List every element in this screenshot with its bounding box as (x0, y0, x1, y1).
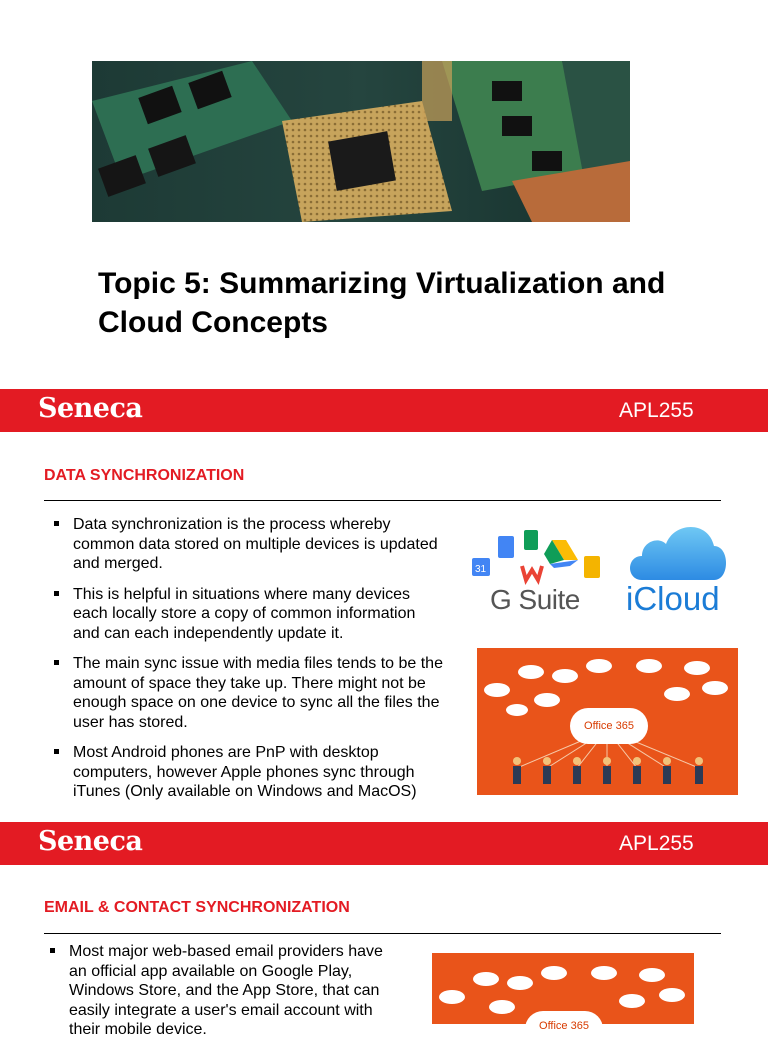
gsuite-label: G Suite (490, 584, 580, 615)
office365-diagram (477, 648, 738, 795)
seneca-logo: Seneca (38, 826, 143, 857)
header-bar (0, 389, 768, 432)
course-code: APL255 (619, 832, 694, 855)
bullet-icon (50, 948, 55, 953)
list-item: Most Android phones are PnP with desktop computers, however Apple phones sync through iTunes (Only available on Windows and MacOS) (52, 743, 444, 802)
course-code: APL255 (619, 399, 694, 422)
list-item: The main sync issue with media files tends to be the amount of space they take up. There might not be enough space on one device to sync all the files the user has stored. (52, 654, 444, 732)
bullet-icon (54, 749, 59, 754)
svg-text:31: 31 (475, 564, 487, 575)
icloud-logo (622, 514, 732, 618)
cloud-icon (622, 514, 732, 584)
header-bar (0, 822, 768, 865)
list-item: This is helpful in situations where many devices each locally store a copy of common information and can each independently update it. (52, 585, 444, 644)
bullet-icon (54, 591, 59, 596)
icloud-label: iCloud (626, 580, 720, 617)
office365-label: Office 365 (570, 708, 648, 744)
divider (44, 933, 721, 934)
list-item: Data synchronization is the process whereby common data stored on multiple devices is updated and merged. (52, 515, 444, 574)
office365-label: Office 365 (525, 1011, 603, 1047)
bullet-list (52, 515, 444, 813)
gsuite-apps-icon (466, 518, 611, 584)
seneca-logo: Seneca (38, 393, 143, 424)
list-item: Most major web-based email providers have an official app available on Google Play, Windows Store, and the App Store, that can easily integrate a user's email account with their mobile device. (48, 942, 398, 1040)
divider (44, 500, 721, 501)
office365-diagram (432, 953, 694, 1032)
bullet-list (48, 942, 398, 1051)
section-heading: DATA SYNCHRONIZATION (44, 467, 245, 484)
bullet-icon (54, 660, 59, 665)
slide-title: Topic 5: Summarizing Virtualization and Cloud Concepts (98, 267, 666, 339)
gsuite-logo (466, 518, 611, 618)
section-heading: EMAIL & CONTACT SYNCHRONIZATION (44, 899, 350, 916)
bullet-icon (54, 521, 59, 526)
hero-image (92, 61, 630, 222)
